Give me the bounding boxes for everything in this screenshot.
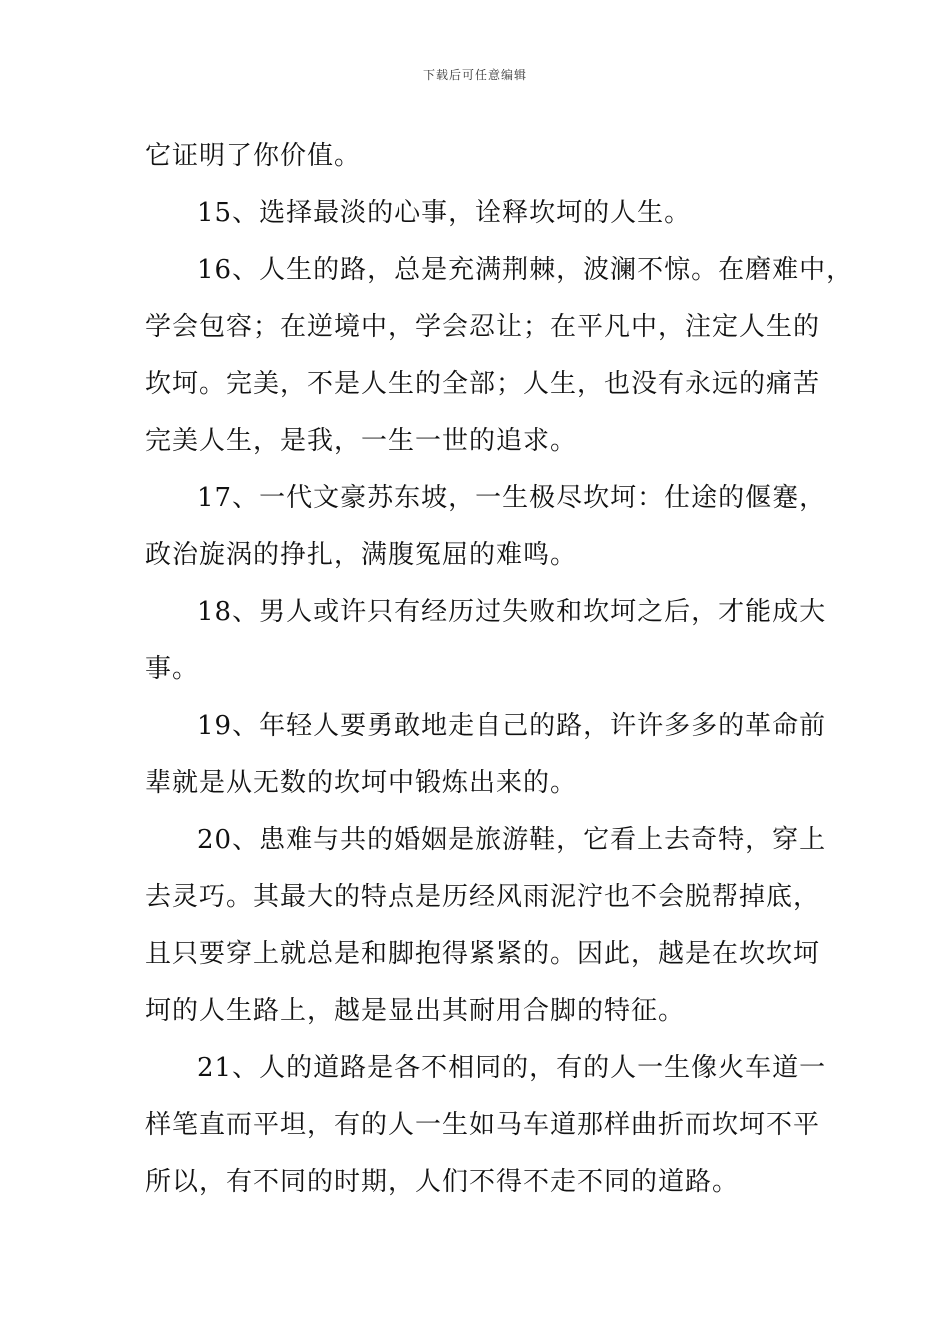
text-line: 20、患难与共的婚姻是旅游鞋，它看上去奇特，穿上	[197, 825, 827, 855]
text-line: 17、一代文豪苏东坡，一生极尽坎坷：仕途的偃蹇，	[197, 483, 827, 513]
text-line: 样笔直而平坦，有的人一生如马车道那样曲折而坎坷不平	[145, 1110, 821, 1140]
text-line: 完美人生，是我，一生一世的追求。	[145, 426, 578, 456]
text-line: 辈就是从无数的坎坷中锻炼出来的。	[145, 768, 578, 798]
page-header: 下载后可任意编辑	[422, 68, 527, 82]
text-line: 政治旋涡的挣扎，满腹冤屈的难鸣。	[145, 540, 578, 570]
text-line: 去灵巧。其最大的特点是历经风雨泥泞也不会脱帮掉底，	[145, 882, 821, 912]
text-line: 21、人的道路是各不相同的，有的人一生像火车道一	[197, 1053, 827, 1083]
text-line: 坷的人生路上，越是显出其耐用合脚的特征。	[145, 996, 686, 1026]
text-line: 18、男人或许只有经历过失败和坎坷之后，才能成大	[197, 597, 827, 627]
text-line: 学会包容；在逆境中，学会忍让；在平凡中，注定人生的	[145, 312, 821, 342]
text-line: 所以，有不同的时期，人们不得不走不同的道路。	[145, 1167, 740, 1197]
text-line: 坎坷。完美，不是人生的全部；人生，也没有永远的痛苦	[145, 369, 821, 399]
document-body	[145, 128, 854, 1211]
text-line: 且只要穿上就总是和脚抱得紧紧的。因此，越是在坎坎坷	[145, 939, 821, 969]
text-line: 19、年轻人要勇敢地走自己的路，许许多多的革命前	[197, 711, 827, 741]
text-line: 16、人生的路，总是充满荆棘，波澜不惊。在磨难中，	[197, 255, 854, 285]
text-line: 事。	[145, 654, 200, 684]
text-line: 它证明了你价值。	[145, 141, 362, 171]
text-line: 15、选择最淡的心事，诠释坎坷的人生。	[197, 198, 692, 228]
